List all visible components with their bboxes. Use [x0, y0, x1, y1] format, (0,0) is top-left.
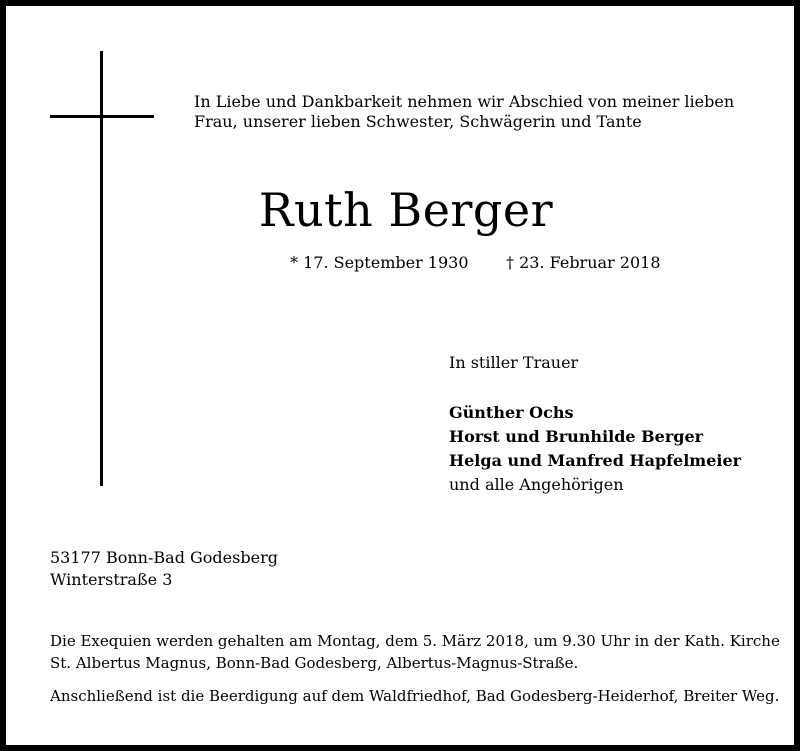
- service-line-2: St. Albertus Magnus, Bonn-Bad Godesberg, Albertus-Magnus-Straße.: [50, 654, 579, 672]
- deceased-name: Ruth Berger: [258, 183, 554, 237]
- intro-text: [194, 92, 734, 132]
- mourner-name: Horst und Brunhilde Berger: [449, 427, 704, 446]
- intro-line-1: In Liebe und Dankbarkeit nehmen wir Abschied von meiner lieben: [194, 92, 735, 111]
- mourning-heading: In stiller Trauer: [449, 353, 579, 372]
- family-address: [50, 547, 278, 591]
- service-line-1: Die Exequien werden gehalten am Montag, dem 5. März 2018, um 9.30 Uhr in der Kath. Kirche: [50, 632, 780, 650]
- cross-horizontal-bar: [50, 115, 154, 118]
- birth-date: * 17. September 1930: [290, 253, 469, 272]
- mourners-list: [449, 401, 741, 497]
- mourner-name: Helga und Manfred Hapfelmeier: [449, 451, 742, 470]
- address-street: Winterstraße 3: [50, 570, 173, 589]
- mourners-closing: und alle Angehörigen: [449, 475, 624, 494]
- intro-line-2: Frau, unserer lieben Schwester, Schwägerin und Tante: [194, 112, 642, 131]
- death-date: † 23. Februar 2018: [506, 253, 661, 272]
- mourner-name: Günther Ochs: [449, 403, 574, 422]
- address-city: 53177 Bonn-Bad Godesberg: [50, 548, 278, 567]
- burial-info: Anschließend ist die Beerdigung auf dem Waldfriedhof, Bad Godesberg-Heiderhof, Breiter Weg.: [50, 687, 780, 705]
- service-info: [50, 630, 780, 674]
